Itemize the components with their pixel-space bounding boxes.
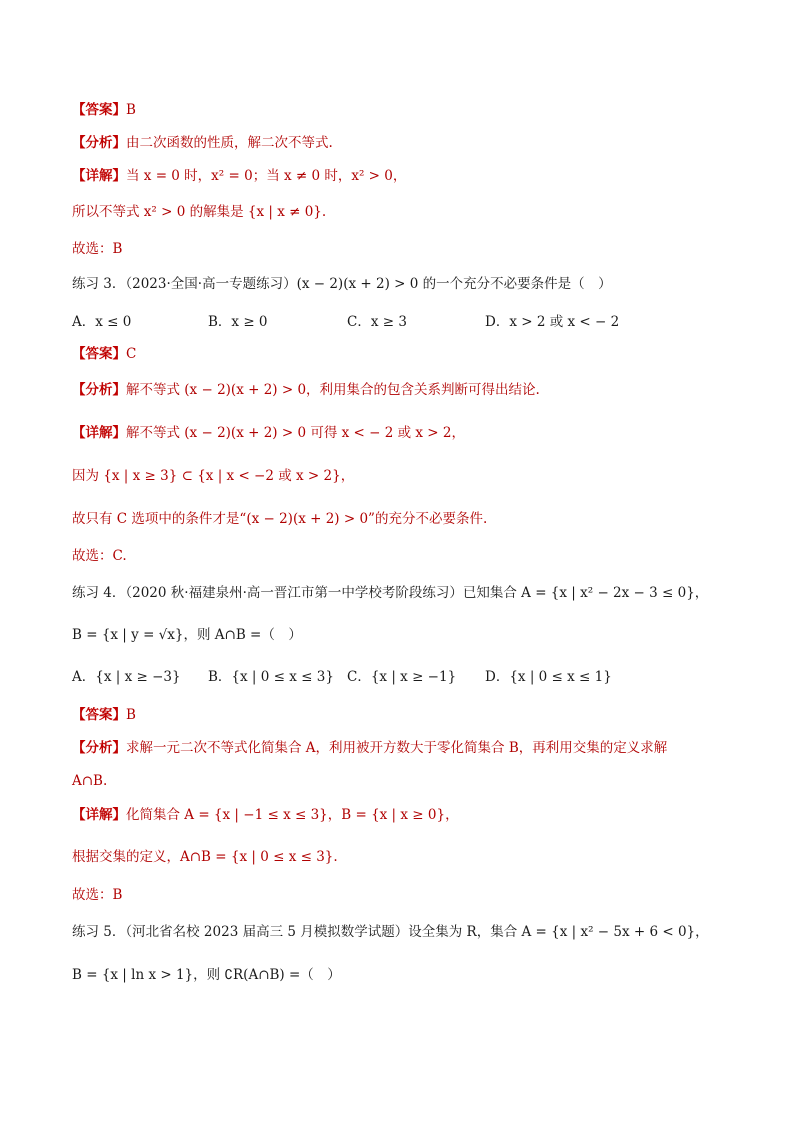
q3-answer-line bbox=[72, 344, 136, 364]
q4-choice: 故选：B bbox=[72, 887, 123, 903]
answer-value: B bbox=[126, 102, 136, 118]
q4-stem-line-2: B = {x | y = √x}，则 A∩B =（ ） bbox=[72, 627, 302, 643]
analysis-tag: 【分析】 bbox=[72, 135, 126, 151]
q3-option-a: A．x ≤ 0 bbox=[72, 314, 132, 330]
q4-option-d: D．{x | 0 ≤ x ≤ 1} bbox=[485, 669, 612, 685]
analysis-text: 求解一元二次不等式化简集合 A，利用被开方数大于零化简集合 B，再利用交集的定义求解 bbox=[126, 740, 668, 756]
answer-value: C bbox=[126, 346, 137, 362]
q2-detail-line bbox=[72, 166, 406, 186]
q4-answer-line bbox=[72, 705, 136, 725]
detail-text: 解不等式 (x − 2)(x + 2) > 0 可得 x < − 2 或 x > 2， bbox=[126, 425, 465, 441]
answer-tag: 【答案】 bbox=[72, 707, 126, 723]
detail-text: 当 x = 0 时，x² = 0；当 x ≠ 0 时，x² > 0， bbox=[126, 168, 407, 184]
q3-detail-line-2: 因为 {x | x ≥ 3} ⊂ {x | x < −2 或 x > 2}， bbox=[72, 468, 355, 484]
q3-option-d: D．x > 2 或 x < − 2 bbox=[485, 314, 620, 330]
answer-tag: 【答案】 bbox=[72, 346, 126, 362]
detail-tag: 【详解】 bbox=[72, 168, 126, 184]
q3-detail-line bbox=[72, 423, 465, 443]
q3-stem: 练习 3．（2023·全国·高一专题练习）(x − 2)(x + 2) > 0 的一个充分不必要条件是（ ） bbox=[72, 276, 612, 292]
detail-text: 化简集合 A = {x | −1 ≤ x ≤ 3}，B = {x | x ≥ 0}， bbox=[126, 807, 459, 823]
q3-option-c: C．x ≥ 3 bbox=[347, 314, 407, 330]
analysis-tag: 【分析】 bbox=[72, 382, 126, 398]
q3-analysis-line bbox=[72, 380, 540, 400]
analysis-tag: 【分析】 bbox=[72, 740, 126, 756]
analysis-text: 由二次函数的性质，解二次不等式. bbox=[126, 135, 333, 151]
q4-option-c: C．{x | x ≥ −1} bbox=[347, 669, 457, 685]
answer-tag: 【答案】 bbox=[72, 102, 126, 118]
q3-detail-line-3: 故只有 C 选项中的条件才是“(x − 2)(x + 2) > 0”的充分不必要条件. bbox=[72, 511, 488, 527]
q5-stem-line-2: B = {x | ln x > 1}，则 ∁R(A∩B) =（ ） bbox=[72, 967, 341, 983]
q4-option-b: B．{x | 0 ≤ x ≤ 3} bbox=[208, 669, 334, 685]
analysis-text: 解不等式 (x − 2)(x + 2) > 0，利用集合的包含关系判断可得出结论. bbox=[126, 382, 540, 398]
q4-detail-line-2: 根据交集的定义，A∩B = {x | 0 ≤ x ≤ 3}. bbox=[72, 849, 338, 865]
q2-choice: 故选：B bbox=[72, 241, 123, 257]
q3-option-b: B．x ≥ 0 bbox=[208, 314, 268, 330]
q4-analysis-line bbox=[72, 738, 667, 758]
q3-choice: 故选：C. bbox=[72, 548, 127, 564]
q4-option-a: A．{x | x ≥ −3} bbox=[72, 669, 181, 685]
q4-analysis-line-2: A∩B. bbox=[72, 773, 108, 789]
q4-detail-line bbox=[72, 805, 459, 825]
q4-stem-line-1: 练习 4．（2020 秋·福建泉州·高一晋江市第一中学校考阶段练习）已知集合 A = {x | x² − 2x − 3 ≤ 0}， bbox=[72, 585, 709, 601]
answer-value: B bbox=[126, 707, 136, 723]
q2-detail-line-2: 所以不等式 x² > 0 的解集是 {x | x ≠ 0}. bbox=[72, 204, 327, 220]
q5-stem-line-1: 练习 5．（河北省名校 2023 届高三 5 月模拟数学试题）设全集为 R，集合 A = {x | x² − 5x + 6 < 0}， bbox=[72, 924, 709, 940]
detail-tag: 【详解】 bbox=[72, 425, 126, 441]
q2-analysis-line bbox=[72, 133, 333, 153]
q2-answer-line bbox=[72, 100, 136, 120]
detail-tag: 【详解】 bbox=[72, 807, 126, 823]
